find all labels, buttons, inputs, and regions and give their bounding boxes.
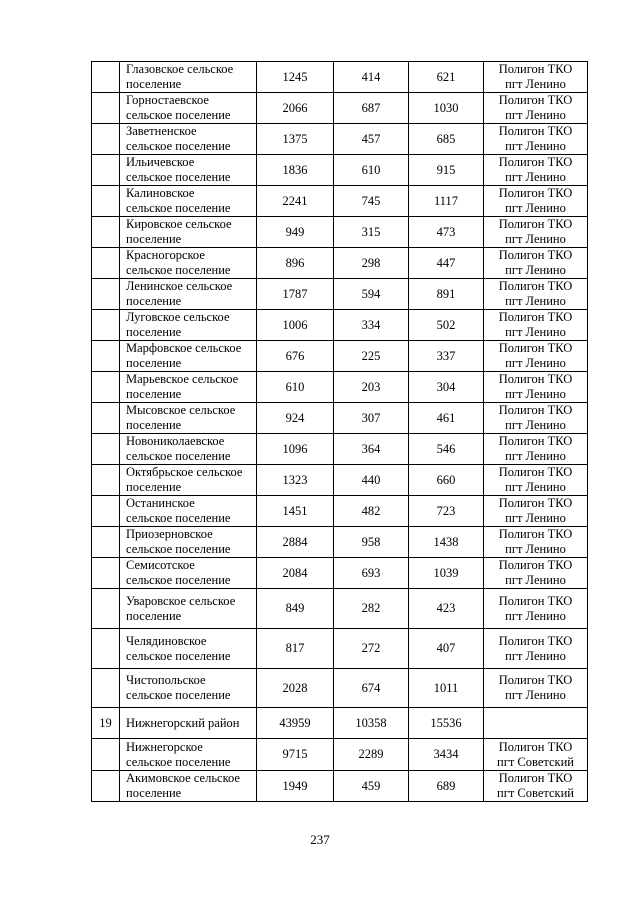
cell-destination bbox=[484, 629, 588, 669]
cell-settlement-line: сельское поселение bbox=[126, 648, 231, 663]
cell-number bbox=[92, 217, 120, 248]
cell-destination bbox=[484, 739, 588, 771]
table-row bbox=[92, 341, 588, 372]
cell-settlement bbox=[120, 186, 257, 217]
table-row bbox=[92, 217, 588, 248]
cell-settlement-line: поселение bbox=[126, 294, 182, 308]
cell-settlement-line: Мысовское сельское bbox=[126, 403, 236, 417]
cell-value-a: 2028 bbox=[257, 669, 334, 708]
cell-settlement-line: поселение bbox=[126, 356, 182, 370]
cell-value-c: 304 bbox=[409, 372, 484, 403]
cell-destination bbox=[484, 527, 588, 558]
cell-destination bbox=[484, 62, 588, 93]
cell-value-b: 674 bbox=[334, 669, 409, 708]
cell-value-a: 1096 bbox=[257, 434, 334, 465]
cell-destination bbox=[484, 771, 588, 802]
cell-settlement bbox=[120, 124, 257, 155]
cell-destination-line: пгт Ленино bbox=[505, 263, 566, 277]
cell-settlement-line: сельское поселение bbox=[126, 754, 231, 769]
cell-settlement-line: сельское поселение bbox=[126, 201, 231, 215]
cell-destination-line: пгт Ленино bbox=[505, 170, 566, 184]
cell-settlement-line: Ленинское сельское bbox=[126, 279, 233, 293]
cell-number bbox=[92, 434, 120, 465]
cell-destination-line: Полигон ТКО bbox=[498, 496, 573, 510]
cell-settlement-line: Акимовское сельское bbox=[126, 771, 240, 785]
cell-settlement-line: Чистопольское bbox=[126, 673, 206, 687]
cell-destination-line: Полигон ТКО bbox=[498, 124, 573, 138]
cell-settlement bbox=[120, 62, 257, 93]
cell-destination-line: Полигон ТКО bbox=[498, 93, 573, 107]
cell-destination bbox=[484, 310, 588, 341]
cell-number bbox=[92, 739, 120, 771]
cell-destination-line: Полигон ТКО bbox=[498, 217, 573, 231]
cell-settlement bbox=[120, 771, 257, 802]
cell-destination-line: пгт Ленино bbox=[505, 511, 566, 525]
cell-value-b: 307 bbox=[334, 403, 409, 434]
cell-settlement-line: сельское поселение bbox=[126, 170, 231, 184]
cell-settlement-line: Горностаевское bbox=[126, 93, 209, 107]
cell-settlement-line: сельское поселение bbox=[126, 449, 231, 463]
cell-value-a: 1787 bbox=[257, 279, 334, 310]
cell-number bbox=[92, 186, 120, 217]
cell-destination bbox=[484, 372, 588, 403]
cell-value-a: 2066 bbox=[257, 93, 334, 124]
cell-value-b: 610 bbox=[334, 155, 409, 186]
cell-value-c: 1438 bbox=[409, 527, 484, 558]
cell-destination-line: Полигон ТКО bbox=[498, 155, 573, 169]
cell-value-c: 473 bbox=[409, 217, 484, 248]
cell-value-a: 2241 bbox=[257, 186, 334, 217]
cell-settlement-line: Калиновское bbox=[126, 186, 195, 200]
cell-destination-line: пгт Ленино bbox=[505, 325, 566, 339]
cell-value-c: 461 bbox=[409, 403, 484, 434]
cell-destination bbox=[484, 669, 588, 708]
cell-settlement bbox=[120, 217, 257, 248]
cell-number bbox=[92, 527, 120, 558]
cell-destination bbox=[484, 496, 588, 527]
cell-value-a: 1323 bbox=[257, 465, 334, 496]
table-row bbox=[92, 527, 588, 558]
cell-value-c: 915 bbox=[409, 155, 484, 186]
cell-value-c: 621 bbox=[409, 62, 484, 93]
table-row bbox=[92, 186, 588, 217]
cell-settlement bbox=[120, 155, 257, 186]
cell-settlement-line: Октябрьское сельское bbox=[126, 465, 243, 479]
cell-destination-line: пгт Ленино bbox=[505, 449, 566, 463]
cell-destination bbox=[484, 279, 588, 310]
cell-value-a: 2084 bbox=[257, 558, 334, 589]
cell-destination-line: пгт Ленино bbox=[505, 356, 566, 370]
cell-destination bbox=[484, 124, 588, 155]
cell-destination-line: пгт Ленино bbox=[505, 387, 566, 401]
cell-settlement bbox=[120, 310, 257, 341]
cell-settlement bbox=[120, 403, 257, 434]
cell-number bbox=[92, 279, 120, 310]
waste-volume-table bbox=[91, 61, 588, 802]
cell-number bbox=[92, 341, 120, 372]
cell-value-c: 1039 bbox=[409, 558, 484, 589]
cell-settlement-line: Кировское сельское bbox=[126, 217, 232, 231]
cell-settlement bbox=[120, 629, 257, 669]
table-row bbox=[92, 248, 588, 279]
cell-value-c: 1030 bbox=[409, 93, 484, 124]
cell-settlement bbox=[120, 434, 257, 465]
cell-settlement-line: Уваровское сельское bbox=[126, 593, 236, 608]
cell-destination-line: Полигон ТКО bbox=[498, 403, 573, 417]
cell-destination bbox=[484, 217, 588, 248]
cell-settlement-line: Нижнегорский район bbox=[126, 715, 240, 730]
cell-destination-line: пгт Ленино bbox=[505, 108, 566, 122]
cell-number bbox=[92, 93, 120, 124]
cell-settlement bbox=[120, 708, 257, 739]
cell-destination-line: пгт Ленино bbox=[505, 139, 566, 153]
cell-settlement bbox=[120, 93, 257, 124]
cell-value-a: 1375 bbox=[257, 124, 334, 155]
cell-settlement-line: поселение bbox=[126, 786, 182, 800]
cell-destination bbox=[484, 93, 588, 124]
table-row bbox=[92, 93, 588, 124]
cell-value-b: 745 bbox=[334, 186, 409, 217]
cell-value-a: 1245 bbox=[257, 62, 334, 93]
cell-destination bbox=[484, 589, 588, 629]
cell-destination-line: пгт Ленино bbox=[505, 480, 566, 494]
cell-number bbox=[92, 589, 120, 629]
cell-destination-line: пгт Ленино bbox=[505, 688, 566, 702]
table-row bbox=[92, 465, 588, 496]
cell-settlement-line: Марьевское сельское bbox=[126, 372, 239, 386]
cell-destination-line: пгт Ленино bbox=[505, 608, 566, 623]
cell-value-c: 423 bbox=[409, 589, 484, 629]
table-row bbox=[92, 771, 588, 802]
cell-value-c: 15536 bbox=[409, 708, 484, 739]
cell-destination-line: Полигон ТКО bbox=[498, 434, 573, 448]
cell-destination-line: пгт Ленино bbox=[505, 648, 566, 663]
cell-value-b: 414 bbox=[334, 62, 409, 93]
cell-settlement-line: Челядиновское bbox=[126, 633, 207, 648]
cell-settlement bbox=[120, 465, 257, 496]
cell-destination-line: пгт Ленино bbox=[505, 201, 566, 215]
cell-destination-line: Полигон ТКО bbox=[498, 248, 573, 262]
table-row bbox=[92, 372, 588, 403]
cell-value-a: 896 bbox=[257, 248, 334, 279]
cell-settlement-line: Новониколаевское bbox=[126, 434, 225, 448]
cell-number bbox=[92, 155, 120, 186]
cell-destination bbox=[484, 186, 588, 217]
cell-destination-line: пгт Советский bbox=[497, 754, 574, 769]
cell-value-b: 958 bbox=[334, 527, 409, 558]
cell-settlement-line: поселение bbox=[126, 232, 182, 246]
cell-destination bbox=[484, 558, 588, 589]
cell-value-c: 723 bbox=[409, 496, 484, 527]
cell-destination bbox=[484, 155, 588, 186]
cell-destination-line: Полигон ТКО bbox=[498, 62, 573, 76]
table-row bbox=[92, 669, 588, 708]
cell-value-c: 337 bbox=[409, 341, 484, 372]
table-row bbox=[92, 496, 588, 527]
table-row bbox=[92, 434, 588, 465]
cell-destination-line: Полигон ТКО bbox=[498, 527, 573, 541]
cell-settlement bbox=[120, 372, 257, 403]
cell-value-a: 676 bbox=[257, 341, 334, 372]
cell-destination-line: Полигон ТКО bbox=[498, 771, 573, 785]
cell-settlement-line: Приозерновское bbox=[126, 527, 213, 541]
cell-settlement-line: сельское поселение bbox=[126, 139, 231, 153]
cell-settlement-line: поселение bbox=[126, 387, 182, 401]
cell-settlement-line: поселение bbox=[126, 325, 182, 339]
cell-settlement-line: Останинское bbox=[126, 496, 195, 510]
cell-number bbox=[92, 496, 120, 527]
cell-settlement-line: Луговское сельское bbox=[126, 310, 230, 324]
cell-settlement-line: сельское поселение bbox=[126, 108, 231, 122]
cell-value-b: 225 bbox=[334, 341, 409, 372]
table-row bbox=[92, 310, 588, 341]
cell-value-b: 459 bbox=[334, 771, 409, 802]
cell-settlement-line: Заветненское bbox=[126, 124, 197, 138]
cell-settlement bbox=[120, 496, 257, 527]
cell-number bbox=[92, 372, 120, 403]
cell-value-a: 817 bbox=[257, 629, 334, 669]
table-row bbox=[92, 62, 588, 93]
cell-number bbox=[92, 124, 120, 155]
cell-value-c: 447 bbox=[409, 248, 484, 279]
cell-value-a: 43959 bbox=[257, 708, 334, 739]
cell-destination-line: пгт Ленино bbox=[505, 294, 566, 308]
cell-value-a: 1949 bbox=[257, 771, 334, 802]
cell-destination-line: Полигон ТКО bbox=[498, 593, 573, 608]
cell-number bbox=[92, 310, 120, 341]
cell-destination-line: Полигон ТКО bbox=[498, 341, 573, 355]
cell-destination-line: Полигон ТКО bbox=[498, 673, 573, 687]
cell-value-b: 203 bbox=[334, 372, 409, 403]
page-number: 237 bbox=[310, 832, 330, 847]
cell-settlement bbox=[120, 669, 257, 708]
cell-value-b: 693 bbox=[334, 558, 409, 589]
cell-settlement-line: поселение bbox=[126, 77, 182, 91]
cell-number bbox=[92, 62, 120, 93]
cell-value-c: 689 bbox=[409, 771, 484, 802]
cell-number bbox=[92, 771, 120, 802]
cell-settlement bbox=[120, 558, 257, 589]
cell-settlement-line: поселение bbox=[126, 480, 182, 494]
cell-value-b: 334 bbox=[334, 310, 409, 341]
cell-value-a: 610 bbox=[257, 372, 334, 403]
cell-value-a: 1451 bbox=[257, 496, 334, 527]
cell-settlement-line: сельское поселение bbox=[126, 542, 231, 556]
cell-value-b: 364 bbox=[334, 434, 409, 465]
cell-destination-line: пгт Ленино bbox=[505, 77, 566, 91]
cell-number bbox=[92, 403, 120, 434]
cell-settlement bbox=[120, 248, 257, 279]
table-row bbox=[92, 279, 588, 310]
cell-value-c: 891 bbox=[409, 279, 484, 310]
cell-settlement-line: Марфовское сельское bbox=[126, 341, 242, 355]
cell-settlement-line: сельское поселение bbox=[126, 263, 231, 277]
cell-number bbox=[92, 248, 120, 279]
cell-value-b: 482 bbox=[334, 496, 409, 527]
cell-destination-line: Полигон ТКО bbox=[498, 279, 573, 293]
cell-value-b: 687 bbox=[334, 93, 409, 124]
cell-destination-line: пгт Ленино bbox=[505, 418, 566, 432]
cell-settlement-line: поселение bbox=[126, 418, 182, 432]
cell-number: 19 bbox=[92, 708, 120, 739]
table-row bbox=[92, 403, 588, 434]
table-row bbox=[92, 558, 588, 589]
cell-settlement bbox=[120, 279, 257, 310]
cell-value-c: 546 bbox=[409, 434, 484, 465]
cell-value-b: 2289 bbox=[334, 739, 409, 771]
cell-value-b: 10358 bbox=[334, 708, 409, 739]
cell-destination bbox=[484, 341, 588, 372]
cell-destination bbox=[484, 708, 588, 739]
cell-destination bbox=[484, 434, 588, 465]
cell-settlement-line: поселение bbox=[126, 608, 182, 623]
cell-value-c: 685 bbox=[409, 124, 484, 155]
cell-value-a: 1836 bbox=[257, 155, 334, 186]
cell-settlement bbox=[120, 589, 257, 629]
cell-value-c: 3434 bbox=[409, 739, 484, 771]
table-row bbox=[92, 589, 588, 629]
table-body bbox=[92, 62, 588, 802]
cell-destination-line: Полигон ТКО bbox=[498, 558, 573, 572]
cell-settlement-line: Нижнегорское bbox=[126, 739, 203, 754]
cell-destination bbox=[484, 403, 588, 434]
cell-settlement-line: Семисотское bbox=[126, 558, 195, 572]
table-row bbox=[92, 124, 588, 155]
cell-settlement-line: сельское поселение bbox=[126, 688, 231, 702]
cell-settlement-line: сельское поселение bbox=[126, 573, 231, 587]
cell-destination-line: Полигон ТКО bbox=[498, 186, 573, 200]
cell-settlement bbox=[120, 739, 257, 771]
table-row bbox=[92, 708, 588, 739]
cell-value-c: 1011 bbox=[409, 669, 484, 708]
cell-value-b: 315 bbox=[334, 217, 409, 248]
cell-settlement-line: Глазовское сельское bbox=[126, 62, 234, 76]
cell-value-a: 9715 bbox=[257, 739, 334, 771]
cell-destination-line: Полигон ТКО bbox=[498, 633, 573, 648]
cell-destination-line: пгт Ленино bbox=[505, 542, 566, 556]
cell-settlement-line: Ильичевское bbox=[126, 155, 195, 169]
cell-value-a: 849 bbox=[257, 589, 334, 629]
cell-value-a: 924 bbox=[257, 403, 334, 434]
cell-destination-line: пгт Ленино bbox=[505, 232, 566, 246]
cell-destination bbox=[484, 465, 588, 496]
cell-settlement-line: сельское поселение bbox=[126, 511, 231, 525]
cell-destination-line: Полигон ТКО bbox=[498, 739, 573, 754]
cell-number bbox=[92, 465, 120, 496]
table-row bbox=[92, 739, 588, 771]
cell-number bbox=[92, 669, 120, 708]
cell-value-b: 282 bbox=[334, 589, 409, 629]
cell-value-b: 440 bbox=[334, 465, 409, 496]
cell-destination-line: Полигон ТКО bbox=[498, 465, 573, 479]
cell-destination-line: Полигон ТКО bbox=[498, 310, 573, 324]
cell-value-b: 298 bbox=[334, 248, 409, 279]
cell-settlement bbox=[120, 527, 257, 558]
table-row bbox=[92, 629, 588, 669]
cell-value-a: 1006 bbox=[257, 310, 334, 341]
cell-value-c: 1117 bbox=[409, 186, 484, 217]
cell-value-b: 272 bbox=[334, 629, 409, 669]
cell-number bbox=[92, 629, 120, 669]
cell-value-c: 660 bbox=[409, 465, 484, 496]
cell-settlement bbox=[120, 341, 257, 372]
cell-destination-line: пгт Советский bbox=[497, 786, 574, 800]
cell-value-b: 457 bbox=[334, 124, 409, 155]
cell-value-b: 594 bbox=[334, 279, 409, 310]
cell-destination-line: пгт Ленино bbox=[505, 573, 566, 587]
cell-value-a: 2884 bbox=[257, 527, 334, 558]
cell-value-c: 502 bbox=[409, 310, 484, 341]
cell-destination bbox=[484, 248, 588, 279]
cell-settlement-line: Красногорское bbox=[126, 248, 205, 262]
table-row bbox=[92, 155, 588, 186]
cell-value-a: 949 bbox=[257, 217, 334, 248]
cell-value-c: 407 bbox=[409, 629, 484, 669]
cell-destination-line: Полигон ТКО bbox=[498, 372, 573, 386]
cell-number bbox=[92, 558, 120, 589]
